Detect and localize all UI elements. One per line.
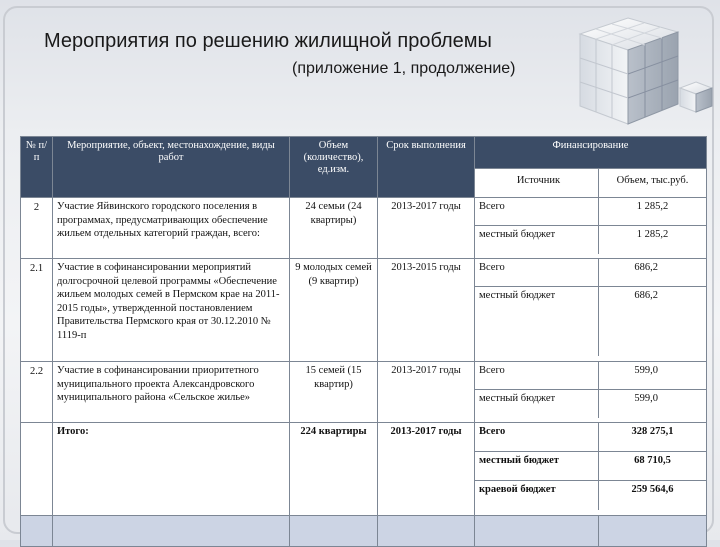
row-volume: 224 квартиры xyxy=(290,423,378,516)
financing-source: местный бюджет xyxy=(475,452,599,480)
header-num: № п/п xyxy=(21,137,53,198)
row-num: 2.2 xyxy=(21,362,53,423)
financing-amount: 599,0 xyxy=(634,393,658,404)
financing-amount: 259 564,6 xyxy=(631,484,674,495)
slide-title: Мероприятия по решению жилищной проблемы xyxy=(44,30,492,52)
financing-source: Всего xyxy=(475,362,599,389)
empty-cell xyxy=(290,516,378,547)
financing-amount: 1 285,2 xyxy=(636,229,669,240)
row-financing xyxy=(475,259,707,362)
row-financing xyxy=(475,423,707,516)
table-row-empty xyxy=(21,516,707,547)
slide-subtitle: (приложение 1, продолжение) xyxy=(292,60,516,77)
row-num: 2.1 xyxy=(21,259,53,362)
row-activity: Участие в софинансировании приоритетного муниципального проекта Александровского муниципального района «Сельское жилье» xyxy=(53,362,290,423)
row-activity: Участие в софинансировании мероприятий долгосрочной целевой программы «Обеспечение жильем молодых семей в Пермском крае на 2011-2015 годы», утвержденной постановлением Правительства Пермского края от 30.12.2010 № 1119-п xyxy=(53,259,290,362)
empty-cell xyxy=(599,516,706,546)
header-source: Источник xyxy=(475,169,599,197)
financing-source: краевой бюджет xyxy=(475,481,599,510)
row-term: 2013-2015 годы xyxy=(378,259,475,362)
header-amount: Объем, тыс.руб. xyxy=(616,175,689,186)
row-financing xyxy=(475,198,707,259)
row-term: 2013-2017 годы xyxy=(378,362,475,423)
financing-amount: 686,2 xyxy=(634,290,658,301)
row-activity: Итого: xyxy=(53,423,290,516)
header-financing: Финансирование xyxy=(475,137,707,169)
empty-cell xyxy=(378,516,475,547)
row-volume: 15 семей (15 квартир) xyxy=(290,362,378,423)
financing-amount: 686,2 xyxy=(634,262,658,273)
table-row-total xyxy=(21,423,707,516)
row-num: 2 xyxy=(21,198,53,259)
financing-source: Всего xyxy=(475,259,599,286)
row-activity: Участие Яйвинского городского поселения в программах, предусматривающих обеспечение жильем отдельных категорий граждан, всего: xyxy=(53,198,290,259)
row-num xyxy=(21,423,53,516)
financing-amount: 68 710,5 xyxy=(634,455,671,466)
header-activity: Мероприятие, объект, местонахождение, виды работ xyxy=(53,137,290,198)
financing-source: местный бюджет xyxy=(475,287,599,356)
table-row xyxy=(21,259,707,362)
financing-source: Всего xyxy=(475,198,599,225)
financing-source: местный бюджет xyxy=(475,390,599,418)
empty-cell xyxy=(475,516,599,546)
financing-source: Всего xyxy=(475,423,599,451)
header-financing-sub xyxy=(475,169,707,198)
financing-amount: 599,0 xyxy=(634,365,658,376)
empty-cell xyxy=(53,516,290,547)
financing-source: местный бюджет xyxy=(475,226,599,254)
row-term: 2013-2017 годы xyxy=(378,423,475,516)
table-row xyxy=(21,362,707,423)
header-volume: Объем (количество), ед.изм. xyxy=(290,137,378,198)
header-term: Срок выполнения xyxy=(378,137,475,198)
row-volume: 9 молодых семей (9 квартир) xyxy=(290,259,378,362)
row-financing xyxy=(475,362,707,423)
table-row xyxy=(21,198,707,259)
cubes-decoration-icon xyxy=(566,12,716,136)
housing-measures-table xyxy=(20,136,707,547)
financing-amount: 328 275,1 xyxy=(631,426,674,437)
financing-amount: 1 285,2 xyxy=(636,201,669,212)
row-term: 2013-2017 годы xyxy=(378,198,475,259)
row-volume: 24 семьи (24 квартиры) xyxy=(290,198,378,259)
empty-cell xyxy=(475,516,707,547)
empty-cell xyxy=(21,516,53,547)
